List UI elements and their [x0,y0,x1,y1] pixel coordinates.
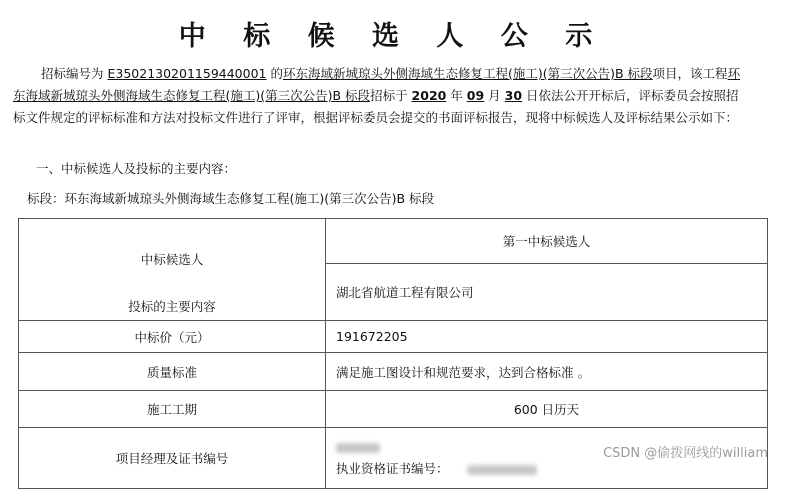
quality-value: 满足施工图设计和规范要求，达到合格标准 。 [326,353,768,391]
intro-paragraph [13,63,745,129]
intro-text-3: 项目，该工程 [652,66,728,81]
table-row [19,391,768,428]
redacted-name [336,443,380,453]
table-row [19,219,768,264]
open-month: 09 [466,88,485,103]
tender-code: E3502130201159440001 [107,66,267,81]
pm-label: 项目经理及证书编号 [19,428,326,489]
segment-line: 标段：环东海域新城琼头外侧海域生态修复工程(施工)(第三次公告)B 标段 [27,191,435,206]
intro-text-7: 日依法公开开标后，评标委员会按照招标文件规定的评标标准和方法对投标文件进行了评审，根据评标委员会提交的书面评标报告，现将中标候选人及评标结果公示如下： [13,88,739,125]
intro-text-1: 招标编号为 [41,66,108,81]
table-row [19,353,768,391]
project-name-2: 环东海域新城琼头外侧海域生态修复工程(施工)(第三次公告)B 标段 [13,66,741,103]
price-value: 191672205 [326,321,768,353]
quality-label: 质量标准 [19,353,326,391]
intro-text-4: 招标于 [370,88,412,103]
header-first-candidate: 第一中标候选人 [326,219,768,264]
pm-cert-label: 执业资格证书编号： [336,461,449,476]
price-label: 中标价（元） [19,321,326,353]
intro-text-2: 的 [266,66,283,81]
intro-text-5: 年 [446,88,467,103]
redacted-cert [467,465,537,475]
open-day: 30 [504,88,523,103]
page-title: 中 标 候 选 人 公 示 [178,21,607,52]
section-heading: 一、中标候选人及投标的主要内容： [36,161,237,176]
table-row [19,321,768,353]
intro-text-6: 月 [484,88,505,103]
project-name: 环东海域新城琼头外侧海域生态修复工程(施工)(第三次公告)B 标段 [282,66,653,81]
pm-cert-line [336,459,767,477]
duration-value: 600 日历天 [326,391,768,428]
watermark: CSDN @偷拨网线的william [603,446,768,461]
header-cell-left [19,219,326,321]
open-year: 2020 [411,88,447,103]
duration-label: 施工工期 [19,391,326,428]
header-content-label: 投标的主要内容 [128,299,216,314]
company-name: 湖北省航道工程有限公司 [326,264,768,321]
header-candidate-label: 中标候选人 [140,252,204,267]
